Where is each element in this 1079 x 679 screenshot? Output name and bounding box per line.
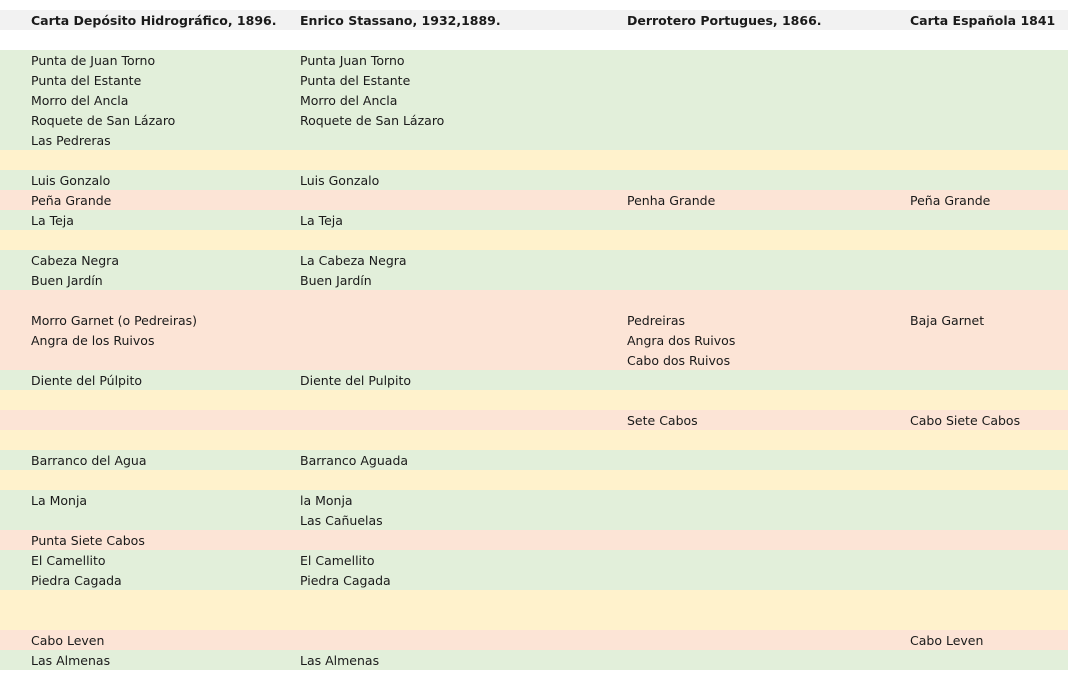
table-row [0, 130, 1068, 150]
table-cell[interactable]: Roquete de San Lázaro [300, 113, 445, 128]
table-row [0, 30, 1068, 50]
table-cell[interactable]: Angra dos Ruivos [627, 333, 736, 348]
column-header[interactable]: Derrotero Portugues, 1866. [627, 13, 822, 28]
table-row [0, 550, 1068, 570]
table-cell[interactable]: Roquete de San Lázaro [31, 113, 176, 128]
table-row [0, 650, 1068, 670]
table-cell[interactable]: Las Pedreras [31, 133, 111, 148]
table-cell[interactable]: El Camellito [300, 553, 375, 568]
table-cell[interactable]: La Monja [31, 493, 88, 508]
header-row [0, 10, 1068, 30]
table-row [0, 570, 1068, 590]
table-body [0, 30, 1068, 670]
table-cell[interactable]: Buen Jardín [300, 273, 372, 288]
table-row [0, 150, 1068, 170]
table-cell[interactable]: Piedra Cagada [31, 573, 122, 588]
table-row [0, 190, 1068, 210]
table-row [0, 470, 1068, 490]
table-row [0, 530, 1068, 550]
table-cell[interactable]: Piedra Cagada [300, 573, 391, 588]
table-cell[interactable]: Penha Grande [627, 193, 716, 208]
table-cell[interactable]: Buen Jardín [31, 273, 103, 288]
table-cell[interactable]: Barranco Aguada [300, 453, 409, 468]
table-row [0, 430, 1068, 450]
table-cell[interactable]: Punta Siete Cabos [31, 533, 145, 548]
table-row [0, 350, 1068, 370]
table-cell[interactable]: Peña Grande [31, 193, 112, 208]
table-row [0, 510, 1068, 530]
table-cell[interactable]: La Teja [31, 213, 74, 228]
table-cell[interactable]: Punta del Estante [31, 73, 142, 88]
table-row [0, 250, 1068, 270]
table-row [0, 290, 1068, 310]
column-header[interactable]: Enrico Stassano, 1932,1889. [300, 13, 501, 28]
table-row [0, 330, 1068, 350]
table-cell[interactable]: Punta de Juan Torno [31, 53, 156, 68]
table-cell[interactable]: Las Almenas [300, 653, 380, 668]
table-cell[interactable]: Morro del Ancla [31, 93, 129, 108]
table-cell[interactable]: Cabeza Negra [31, 253, 119, 268]
table-row [0, 630, 1068, 650]
table-cell[interactable]: Morro Garnet (o Pedreiras) [31, 313, 198, 328]
table-cell[interactable]: Cabo dos Ruivos [627, 353, 731, 368]
table-cell[interactable]: La Teja [300, 213, 343, 228]
table-cell[interactable]: Cabo Leven [910, 633, 984, 648]
table-row [0, 370, 1068, 390]
table-row [0, 230, 1068, 250]
table-row [0, 450, 1068, 470]
table-row [0, 210, 1068, 230]
table-row [0, 610, 1068, 630]
table-cell[interactable]: Diente del Púlpito [31, 373, 143, 388]
table-cell[interactable]: Punta del Estante [300, 73, 411, 88]
table-cell[interactable]: Cabo Leven [31, 633, 105, 648]
table-row [0, 590, 1068, 610]
table-cell[interactable]: Sete Cabos [627, 413, 698, 428]
table-cell[interactable]: Las Almenas [31, 653, 111, 668]
table-row [0, 170, 1068, 190]
table-cell[interactable]: Peña Grande [910, 193, 991, 208]
table-cell[interactable]: Barranco del Agua [31, 453, 147, 468]
table-cell[interactable]: Diente del Pulpito [300, 373, 412, 388]
table-row [0, 50, 1068, 70]
table-cell[interactable]: Angra de los Ruivos [31, 333, 155, 348]
table-cell[interactable]: El Camellito [31, 553, 106, 568]
table-cell[interactable]: Luis Gonzalo [31, 173, 111, 188]
table-cell[interactable]: Luis Gonzalo [300, 173, 380, 188]
table-row [0, 390, 1068, 410]
table-row [0, 410, 1068, 430]
table-cell[interactable]: La Cabeza Negra [300, 253, 407, 268]
table-row [0, 490, 1068, 510]
table-row [0, 270, 1068, 290]
table-cell[interactable]: Cabo Siete Cabos [910, 413, 1021, 428]
table-cell[interactable]: Baja Garnet [910, 313, 985, 328]
table-cell[interactable]: Pedreiras [627, 313, 686, 328]
table-cell[interactable]: Morro del Ancla [300, 93, 398, 108]
table-row [0, 110, 1068, 130]
table-cell[interactable]: Punta Juan Torno [300, 53, 405, 68]
table-row [0, 70, 1068, 90]
table-cell[interactable]: Las Cañuelas [300, 513, 383, 528]
spreadsheet-table [0, 10, 1068, 670]
table-cell[interactable]: la Monja [300, 493, 353, 508]
column-header[interactable]: Carta Depósito Hidrográfico, 1896. [31, 13, 277, 28]
table-row [0, 90, 1068, 110]
column-header[interactable]: Carta Española 1841 [910, 13, 1056, 28]
table-row [0, 310, 1068, 330]
